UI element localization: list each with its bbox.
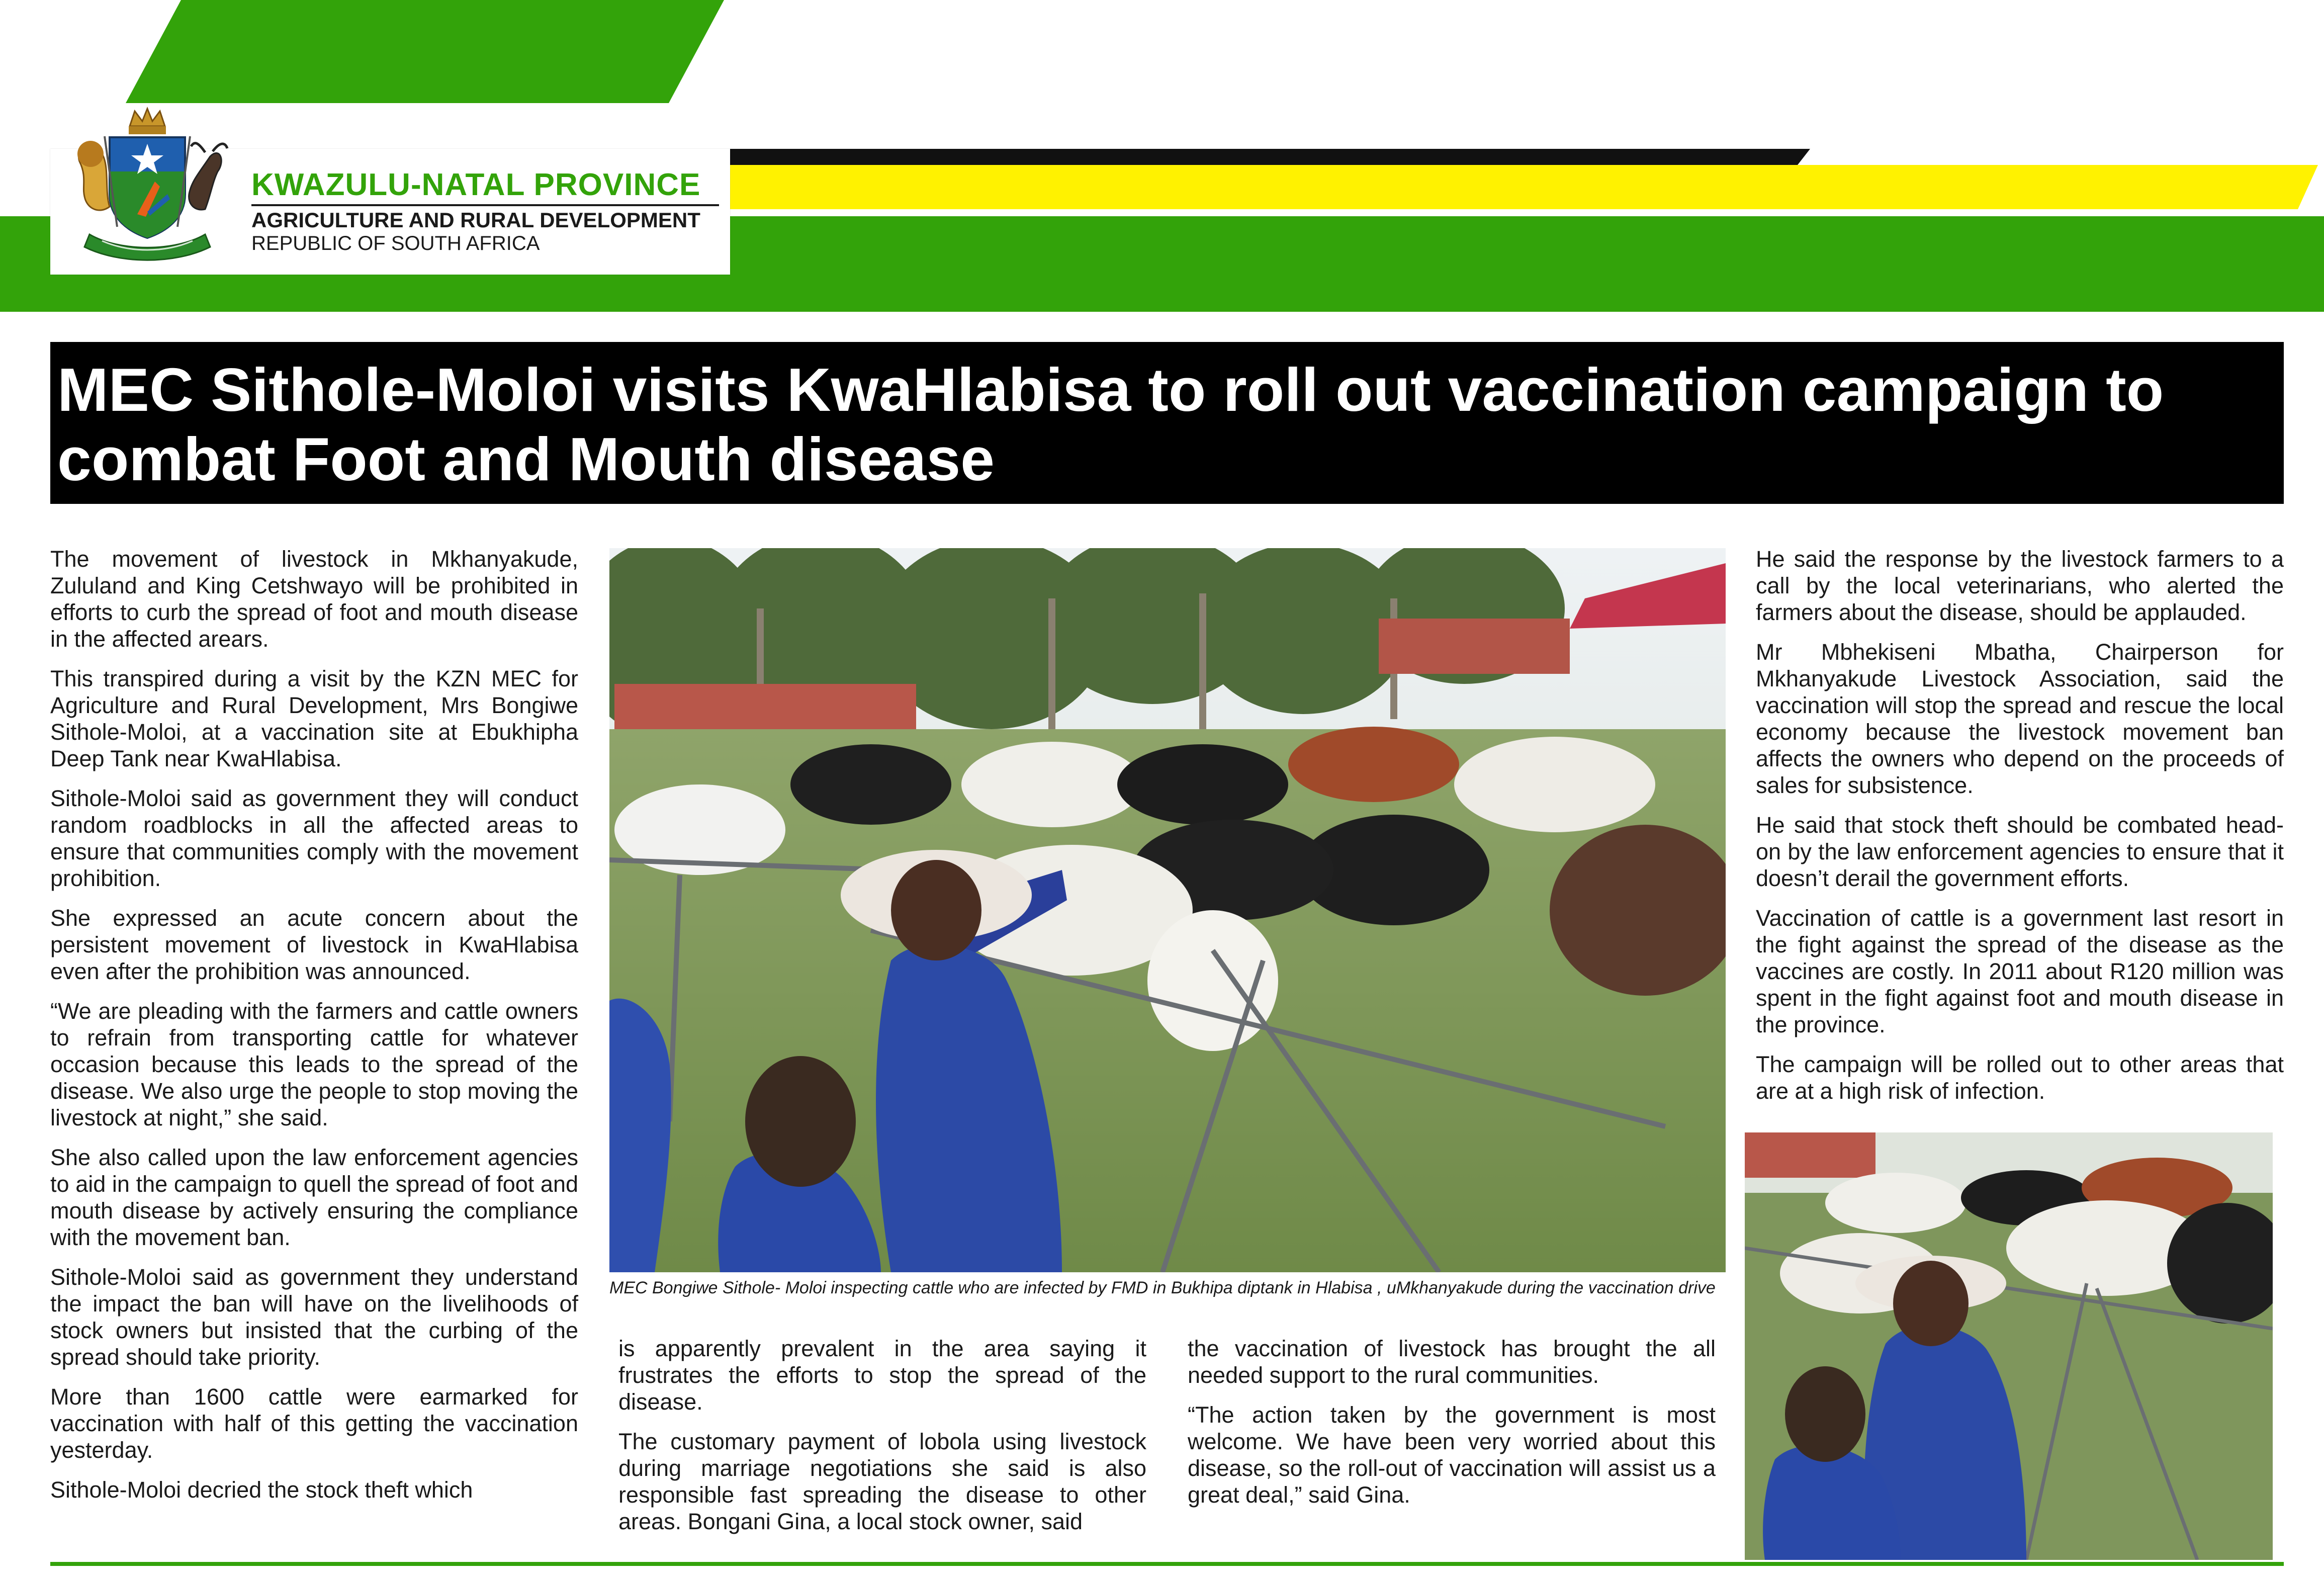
paragraph: Sithole-Moloi decried the stock theft which (50, 1477, 473, 1503)
paragraph: “The action taken by the government is most welcome. We have been very worried about this disease, so the roll-out of vaccination will assist us a great deal,” said Gina. (1188, 1402, 1716, 1508)
provincial-coat-of-arms-icon (59, 106, 235, 272)
department-logo-block (50, 149, 730, 275)
country-name: REPUBLIC OF SOUTH AFRICA (251, 232, 540, 254)
paragraph: He said that stock theft should be combated head-on by the law enforcement agencies to ensure that it doesn’t derail the government efforts. (1756, 812, 2284, 891)
paragraph: She also called upon the law enforcement agencies to aid in the campaign to quell the spread of foot and mouth disease by actively ensuring the compliance with the movement ban. (50, 1145, 578, 1250)
paragraph: She expressed an acute concern about the persistent movement of livestock in KwaHlabisa even after the prohibition was announced. (50, 905, 578, 984)
footer-green-rule (50, 1562, 2284, 1566)
paragraph: is apparently prevalent in the area saying it frustrates the efforts to stop the spread of the disease. (618, 1336, 1146, 1415)
paragraph: The customary payment of lobola using livestock during marriage negotiations she said is also responsible fast spreading the disease to other areas. Bongani Gina, a local stock owner, said (618, 1429, 1146, 1534)
article-headline: MEC Sithole-Moloi visits KwaHlabisa to roll out vaccination campaign to combat Foot and Mouth disease (57, 356, 2164, 493)
article-column-4 (1756, 546, 2284, 1117)
photo-illustration (609, 548, 1726, 1272)
side-photo-mec-at-fence (1745, 1132, 2273, 1560)
header-black-stripe (729, 149, 1810, 165)
paragraph: the vaccination of livestock has brought the all needed support to the rural communities. (1188, 1336, 1716, 1388)
headline-banner (50, 342, 2284, 504)
main-photo-cattle-inspection (609, 548, 1726, 1272)
article-column-3 (1188, 1335, 1716, 1521)
photo-illustration (1745, 1132, 2273, 1560)
paragraph: Mr Mbhekiseni Mbatha, Chairperson for Mkhanyakude Livestock Association, said the vaccination will stop the spread and rescue the local economy because the livestock movement ban affects the owners who depend on the proceeds of sales for subsistence. (1756, 639, 2284, 798)
logo-divider (251, 204, 719, 206)
photo-caption: MEC Bongiwe Sithole- Moloi inspecting cattle who are infected by FMD in Bukhipa diptank in Hlabisa , uMkhanyakude during the vaccination drive (609, 1278, 1716, 1297)
paragraph: “We are pleading with the farmers and cattle owners to refrain from transporting cattle for whatever occasion because this leads to the spread of the disease. We also urge the people to stop moving the livestock at night,” she said. (50, 998, 578, 1130)
paragraph: He said the response by the livestock farmers to a call by the local veterinarians, who alerted the farmers about the disease, should be applauded. (1756, 546, 2284, 625)
article-column-1 (50, 546, 578, 1516)
paragraph: This transpired during a visit by the KZN MEC for Agriculture and Rural Development, Mrs Bongiwe Sithole-Moloi, at a vaccination site at Ebukhipha Deep Tank near KwaHlabisa. (50, 666, 578, 771)
paragraph: The movement of livestock in Mkhanyakude, Zululand and King Cetshwayo will be prohibited in efforts to curb the spread of foot and mouth disease in the affected arears. (50, 546, 578, 652)
article-column-2 (618, 1335, 1146, 1548)
header-yellow-stripe (729, 165, 2318, 209)
header-green-stripe (126, 0, 724, 103)
province-name: KWAZULU-NATAL PROVINCE (251, 167, 701, 202)
paragraph: Sithole-Moloi said as government they will conduct random roadblocks in all the affected areas to ensure that communities comply with the movement prohibition. (50, 785, 578, 891)
department-name: AGRICULTURE AND RURAL DEVELOPMENT (251, 208, 700, 232)
paragraph: Vaccination of cattle is a government last resort in the fight against the spread of the disease as the vaccines are costly. In 2011 about R120 million was spent in the fight against foot and mouth disease in the province. (1756, 905, 2284, 1037)
paragraph: Sithole-Moloi said as government they understand the impact the ban will have on the livelihoods of stock owners but insisted that the curbing of the spread should take priority. (50, 1264, 578, 1370)
paragraph: More than 1600 cattle were earmarked for vaccination with half of this getting the vaccination yesterday. (50, 1384, 578, 1463)
paragraph: The campaign will be rolled out to other areas that are at a high risk of infection. (1756, 1052, 2284, 1104)
